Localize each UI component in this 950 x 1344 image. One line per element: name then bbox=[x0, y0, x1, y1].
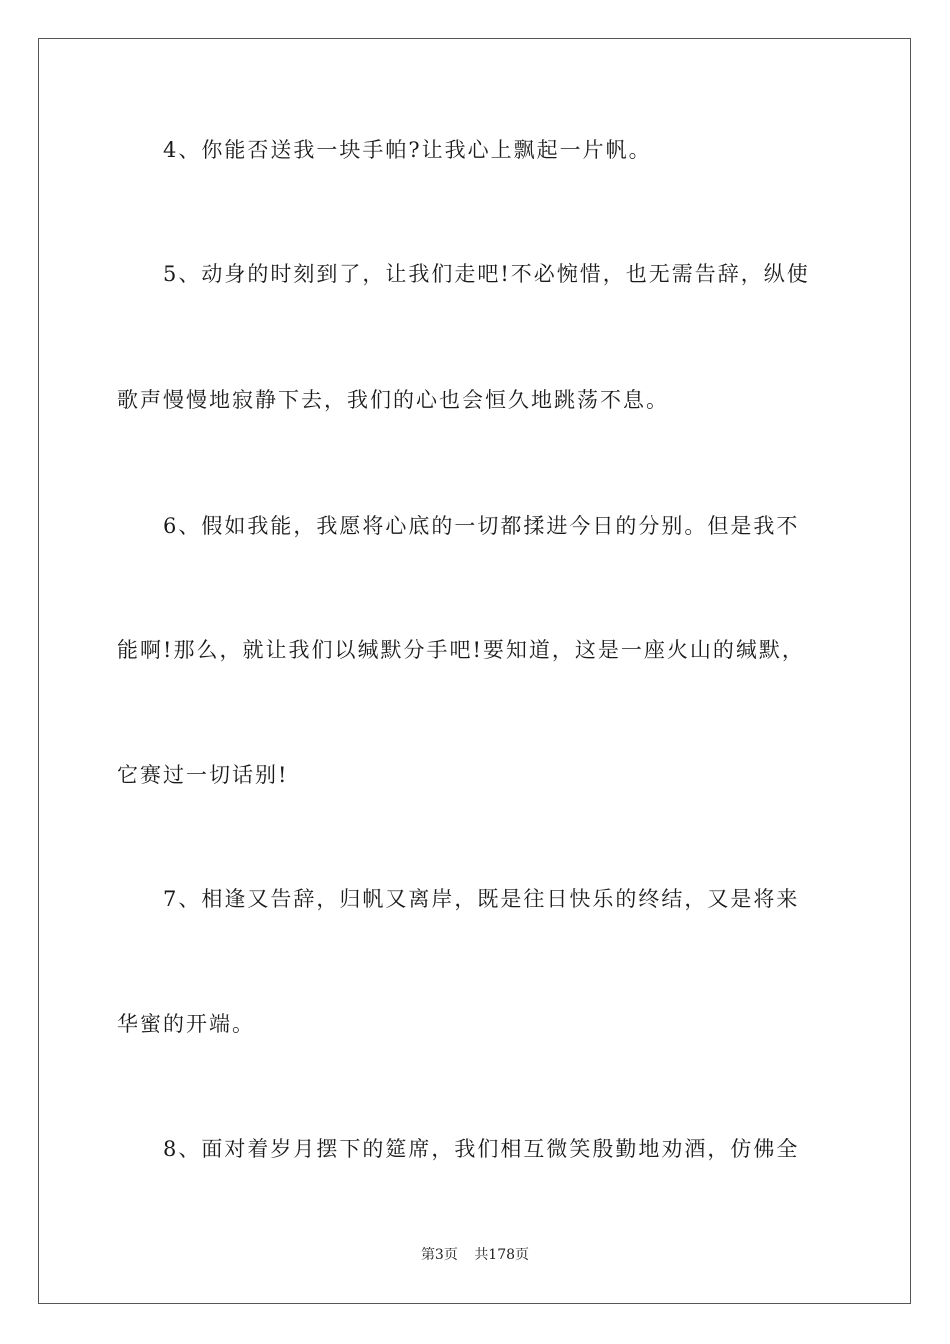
paragraph-line: 歌声慢慢地寂静下去，我们的心也会恒久地跳荡不息。 bbox=[117, 388, 669, 412]
paragraph-line: 5、动身的时刻到了，让我们走吧!不必惋惜，也无需告辞，纵使 bbox=[163, 262, 810, 286]
paragraph-line: 能啊!那么，就让我们以缄默分手吧!要知道，这是一座火山的缄默， bbox=[117, 638, 805, 662]
paragraph-line: 8、面对着岁月摆下的筵席，我们相互微笑殷勤地劝酒，仿佛全 bbox=[163, 1137, 800, 1161]
page-number: 第3页 bbox=[420, 1247, 458, 1263]
paragraph-line: 6、假如我能，我愿将心底的一切都揉进今日的分别。但是我不 bbox=[163, 514, 800, 538]
page-footer bbox=[0, 1245, 950, 1265]
paragraph-line: 华蜜的开端。 bbox=[117, 1012, 255, 1036]
page-total: 共178页 bbox=[474, 1247, 530, 1263]
paragraph-line: 4、你能否送我一块手帕?让我心上飘起一片帆。 bbox=[163, 138, 652, 162]
paragraph-line: 7、相逢又告辞，归帆又离岸，既是往日快乐的终结，又是将来 bbox=[163, 887, 800, 911]
page-border bbox=[38, 38, 911, 1304]
paragraph-line: 它赛过一切话别! bbox=[117, 763, 289, 787]
